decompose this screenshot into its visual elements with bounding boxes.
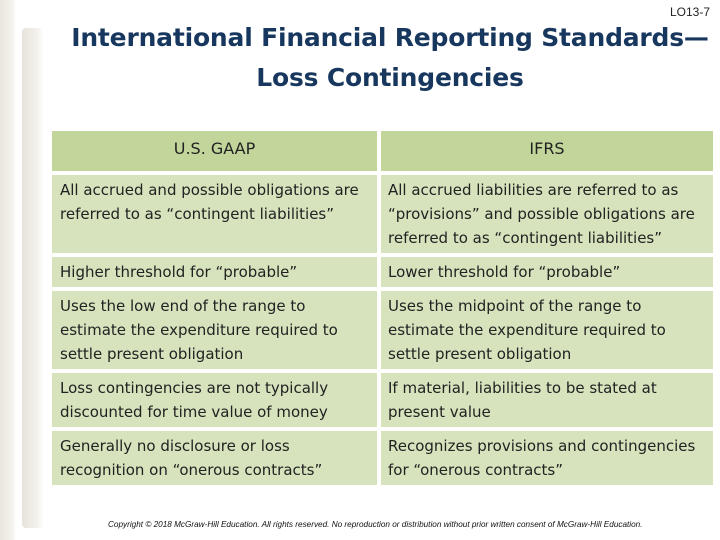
us-gaap-cell: Generally no disclosure or loss recognition on “onerous contracts”: [52, 431, 377, 485]
header-ifrs: IFRS: [381, 131, 713, 171]
table-row: [52, 431, 713, 485]
slide-title: [60, 18, 720, 98]
us-gaap-cell: Loss contingencies are not typically discounted for time value of money: [52, 373, 377, 427]
ifrs-cell: If material, liabilities to be stated at present value: [381, 373, 713, 427]
us-gaap-cell: All accrued and possible obligations are referred to as “contingent liabilities”: [52, 175, 377, 253]
learning-objective-tag: LO13-7: [669, 5, 710, 19]
ifrs-cell: Lower threshold for “probable”: [381, 257, 713, 287]
decorative-tab: [22, 28, 44, 528]
table-row: [52, 291, 713, 369]
ifrs-cell: All accrued liabilities are referred to as “provisions” and possible obligations are referred to as “contingent liabilities”: [381, 175, 713, 253]
table-row: [52, 257, 713, 287]
table-header-row: [52, 131, 713, 171]
header-us-gaap: U.S. GAAP: [52, 131, 377, 171]
table-row: [52, 175, 713, 253]
ifrs-cell: Recognizes provisions and contingencies for “onerous contracts”: [381, 431, 713, 485]
copyright-notice: Copyright © 2018 McGraw-Hill Education. All rights reserved. No reproduction or distribution without prior written consent of McGraw-Hill Education.: [108, 520, 643, 529]
left-decorative-bar: [0, 0, 16, 540]
us-gaap-cell: Higher threshold for “probable”: [52, 257, 377, 287]
comparison-table: [52, 131, 713, 489]
table-row: [52, 373, 713, 427]
us-gaap-cell: Uses the low end of the range to estimate the expenditure required to settle present obligation: [52, 291, 377, 369]
ifrs-cell: Uses the midpoint of the range to estimate the expenditure required to settle present obligation: [381, 291, 713, 369]
title-line-1: International Financial Reporting Standards—: [71, 23, 709, 52]
title-line-2: Loss Contingencies: [256, 63, 524, 92]
